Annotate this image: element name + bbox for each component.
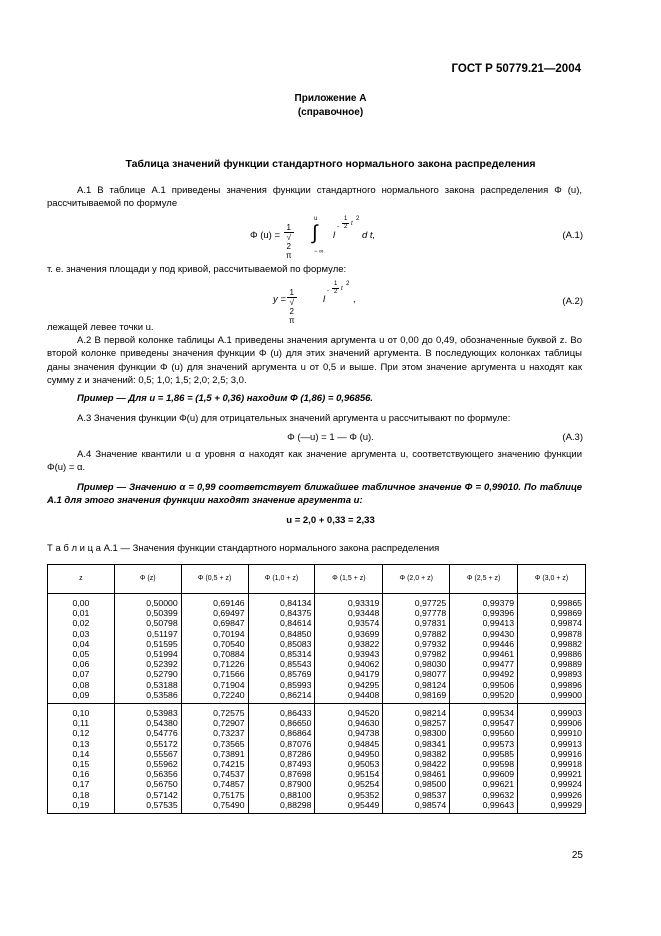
phi-value-cell: 0,87286 [248,749,315,759]
table-row [48,800,586,814]
eq2-lhs: y = [273,294,286,305]
phi-value-cell: 0,75490 [181,800,248,814]
phi-value-cell: 0,85083 [248,639,315,649]
table-row [48,749,586,759]
z-value-cell: 0,12 [48,728,115,738]
phi-value-cell: 0,99413 [450,618,518,628]
phi-value-cell: 0,54776 [114,728,181,738]
phi-value-cell: 0,99534 [450,704,518,719]
phi-value-cell: 0,85314 [248,649,315,659]
phi-value-cell: 0,97882 [383,629,450,639]
phi-value-cell: 0,99878 [518,629,586,639]
paragraph-a4: А.4 Значение квантили u α уровня α находят как значение аргумента u, соответствующего значению функции Φ(u) = α. [47,449,582,474]
eq1-lower-limit: − ∞ [314,249,324,255]
z-value-cell: 0,02 [48,618,115,628]
eq1-fraction: $\frac{1}{√ 2 \pi}$ [286,223,292,260]
phi-value-cell: 0,53188 [114,680,181,690]
phi-value-cell: 0,69146 [181,594,248,609]
phi-value-cell: 0,99492 [450,669,518,679]
z-value-cell: 0,04 [48,639,115,649]
table-row [48,659,586,669]
phi-value-cell: 0,93699 [315,629,383,639]
phi-value-cell: 0,95254 [315,779,383,789]
document-code: ГОСТ Р 50779.21—2004 [451,63,581,75]
table-row [48,728,586,738]
phi-value-cell: 0,99924 [518,779,586,789]
equation-result: u = 2,0 + 0,33 = 2,33 [286,515,375,526]
z-value-cell: 0,10 [48,704,115,719]
table-row [48,629,586,639]
table-row [48,704,586,719]
phi-value-cell: 0,99869 [518,608,586,618]
phi-value-cell: 0,97778 [383,608,450,618]
phi-value-cell: 0,71904 [181,680,248,690]
z-value-cell: 0,19 [48,800,115,814]
phi-value-cell: 0,52790 [114,669,181,679]
phi-value-cell: 0,86864 [248,728,315,738]
phi-value-cell: 0,75175 [181,790,248,800]
phi-value-cell: 0,97725 [383,594,450,609]
phi-value-cell: 0,99929 [518,800,586,814]
table-caption: Т а б л и ц а А.1 — Значения функции стандартного нормального закона распределения [47,543,440,554]
appendix-title: Приложение А [294,93,367,104]
eq2-exp-fraction: $\frac{1}{2}$ [334,281,338,295]
phi-value-cell: 0,72240 [181,690,248,704]
eq1-exp-minus: - [337,224,339,230]
eq2-fraction: $\frac{1}{√ 2 \pi}$ [289,288,295,325]
z-value-cell: 0,00 [48,594,115,609]
phi-value-cell: 0,94950 [315,749,383,759]
phi-value-cell: 0,95449 [315,800,383,814]
phi-value-cell: 0,72907 [181,718,248,728]
phi-value-cell: 0,57142 [114,790,181,800]
z-value-cell: 0,15 [48,759,115,769]
phi-value-cell: 0,99918 [518,759,586,769]
phi-value-cell: 0,95154 [315,769,383,779]
table-body [48,594,586,814]
phi-value-cell: 0,87900 [248,779,315,789]
phi-value-cell: 0,85993 [248,680,315,690]
phi-value-cell: 0,52392 [114,659,181,669]
z-value-cell: 0,01 [48,608,115,618]
eq2-exp-base: l [323,294,326,305]
phi-value-cell: 0,88298 [248,800,315,814]
z-value-cell: 0,06 [48,659,115,669]
phi-value-cell: 0,94062 [315,659,383,669]
phi-value-cell: 0,73565 [181,739,248,749]
equation-a3-label: (A.3) [562,432,583,443]
phi-value-cell: 0,86214 [248,690,315,704]
table-row [48,769,586,779]
phi-value-cell: 0,84614 [248,618,315,628]
phi-value-cell: 0,99896 [518,680,586,690]
phi-value-cell: 0,53586 [114,690,181,704]
phi-value-cell: 0,97932 [383,639,450,649]
eq1-exp-pow: 2 [356,216,360,222]
phi-value-cell: 0,99379 [450,594,518,609]
eq1-exp-base: l [333,230,336,241]
phi-value-cell: 0,99446 [450,639,518,649]
phi-value-cell: 0,98574 [383,800,450,814]
phi-value-cell: 0,99889 [518,659,586,669]
integral-sign: ∫ [312,222,318,244]
phi-value-cell: 0,99609 [450,769,518,779]
phi-value-cell: 0,99643 [450,800,518,814]
phi-value-cell: 0,99621 [450,779,518,789]
phi-value-cell: 0,73237 [181,728,248,738]
eq2-exp-minus: - [327,288,329,294]
z-value-cell: 0,03 [48,629,115,639]
table-row [48,718,586,728]
phi-value-cell: 0,99906 [518,718,586,728]
phi-value-cell: 0,69847 [181,618,248,628]
phi-value-cell: 0,93319 [315,594,383,609]
phi-value-cell: 0,70884 [181,649,248,659]
paragraph-a2: А.2 В первой колонке таблицы А.1 приведены значения аргумента u от 0,00 до 0,49, обозначенные буквой z. Во второй колонке приведены значения функции Φ (u) для этих значений аргумента. В последующих колонках таблицы даны значения функции Φ (u) для значений аргумента u от 0,5 и выше. При этом значение аргумента u находят как сумму z и значений: 0,5; 1,0; 1,5; 2,0; 2,5; 3,0. [47,335,582,386]
z-value-cell: 0,05 [48,649,115,659]
phi-value-cell: 0,98030 [383,659,450,669]
phi-value-cell: 0,93574 [315,618,383,628]
z-value-cell: 0,09 [48,690,115,704]
phi-value-cell: 0,98382 [383,749,450,759]
z-value-cell: 0,17 [48,779,115,789]
phi-value-cell: 0,55567 [114,749,181,759]
phi-value-cell: 0,94408 [315,690,383,704]
eq2-exp-pow: 2 [346,281,350,287]
phi-value-cell: 0,73891 [181,749,248,759]
phi-value-cell: 0,99430 [450,629,518,639]
phi-value-cell: 0,94520 [315,704,383,719]
phi-value-cell: 0,50000 [114,594,181,609]
section-title: Таблица значений функции стандартного нормального закона распределения [125,158,536,170]
phi-value-cell: 0,93822 [315,639,383,649]
phi-value-cell: 0,87493 [248,759,315,769]
phi-value-cell: 0,98124 [383,680,450,690]
table-row [48,649,586,659]
phi-value-cell: 0,86650 [248,718,315,728]
phi-value-cell: 0,98077 [383,669,450,679]
phi-value-cell: 0,87076 [248,739,315,749]
phi-value-cell: 0,57535 [114,800,181,814]
phi-value-cell: 0,87698 [248,769,315,779]
phi-value-cell: 0,98300 [383,728,450,738]
phi-value-cell: 0,70194 [181,629,248,639]
phi-value-cell: 0,85769 [248,669,315,679]
paragraph-a3: А.3 Значения функции Φ(u) для отрицательных значений аргумента u рассчитывают по формуле: [77,413,511,424]
phi-value-cell: 0,54380 [114,718,181,728]
phi-value-cell: 0,99506 [450,680,518,690]
column-header: z [48,565,115,594]
column-header: Φ (1,0 + z) [248,565,315,594]
phi-value-cell: 0,99903 [518,704,586,719]
column-header: Φ (3,0 + z) [518,565,586,594]
phi-value-cell: 0,93943 [315,649,383,659]
phi-value-cell: 0,97831 [383,618,450,628]
phi-value-cell: 0,99882 [518,639,586,649]
table-row [48,608,586,618]
phi-value-cell: 0,50798 [114,618,181,628]
column-header: Φ (1,5 + z) [315,565,383,594]
phi-value-cell: 0,94630 [315,718,383,728]
phi-value-cell: 0,99632 [450,790,518,800]
z-value-cell: 0,13 [48,739,115,749]
phi-value-cell: 0,94295 [315,680,383,690]
phi-value-cell: 0,99396 [450,608,518,618]
z-value-cell: 0,11 [48,718,115,728]
appendix-subtitle: (справочное) [297,107,364,118]
phi-value-cell: 0,99573 [450,739,518,749]
phi-value-cell: 0,99560 [450,728,518,738]
phi-value-cell: 0,99910 [518,728,586,738]
phi-value-cell: 0,99585 [450,749,518,759]
equation-a3: Φ (—u) = 1 — Φ (u). [287,432,374,443]
phi-value-cell: 0,84375 [248,608,315,618]
phi-value-cell: 0,98537 [383,790,450,800]
table-row [48,594,586,609]
paragraph-left: лежащей левее точки u. [47,322,154,333]
phi-value-cell: 0,99477 [450,659,518,669]
table-row [48,759,586,769]
phi-value-cell: 0,88100 [248,790,315,800]
page-number: 25 [571,850,583,861]
table-row [48,618,586,628]
column-header: Φ (z) [114,565,181,594]
normal-distribution-table [47,564,586,814]
phi-value-cell: 0,85543 [248,659,315,669]
phi-value-cell: 0,99598 [450,759,518,769]
eq2-exp-var: t [341,286,343,292]
phi-value-cell: 0,99874 [518,618,586,628]
phi-value-cell: 0,99886 [518,649,586,659]
eq1-upper-limit: u [314,216,318,222]
phi-value-cell: 0,86433 [248,704,315,719]
phi-value-cell: 0,99913 [518,739,586,749]
phi-value-cell: 0,84134 [248,594,315,609]
eq1-exp-var: t [351,221,353,227]
paragraph-a1: А.1 В таблице А.1 приведены значения функции стандартного нормального закона распределения Φ (u), рассчитываемой по формуле [47,185,582,210]
eq1-exp-fraction: $\frac{1}{2}$ [344,216,348,230]
phi-value-cell: 0,97982 [383,649,450,659]
phi-value-cell: 0,51994 [114,649,181,659]
eq2-tail: , [353,294,356,305]
example-2: Пример — Значению α = 0,99 соответствует ближайшее табличное значение Φ = 0,99010. По таблице А.1 для этого значения функции находят значение аргумента u: [47,482,582,507]
phi-value-cell: 0,99520 [450,690,518,704]
phi-value-cell: 0,51197 [114,629,181,639]
phi-value-cell: 0,74537 [181,769,248,779]
equation-a2-label: (A.2) [562,296,583,307]
phi-value-cell: 0,50399 [114,608,181,618]
phi-value-cell: 0,99916 [518,749,586,759]
column-header: Φ (2,0 + z) [383,565,450,594]
phi-value-cell: 0,55172 [114,739,181,749]
table-row [48,639,586,649]
z-value-cell: 0,14 [48,749,115,759]
table-row [48,680,586,690]
phi-value-cell: 0,72575 [181,704,248,719]
phi-value-cell: 0,94845 [315,739,383,749]
phi-value-cell: 0,74215 [181,759,248,769]
phi-value-cell: 0,95053 [315,759,383,769]
eq1-lhs: Φ (u) = [250,230,281,241]
phi-value-cell: 0,94179 [315,669,383,679]
phi-value-cell: 0,98461 [383,769,450,779]
table-row [48,790,586,800]
phi-value-cell: 0,53983 [114,704,181,719]
z-value-cell: 0,07 [48,669,115,679]
table-header-row [48,565,586,594]
paragraph-area: т. е. значения площади у под кривой, рассчитываемой по формуле: [47,264,347,275]
phi-value-cell: 0,98169 [383,690,450,704]
equation-a1-label: (A.1) [562,230,583,241]
phi-value-cell: 0,55962 [114,759,181,769]
phi-value-cell: 0,98214 [383,704,450,719]
z-value-cell: 0,18 [48,790,115,800]
table-row [48,779,586,789]
table-row [48,739,586,749]
column-header: Φ (0,5 + z) [181,565,248,594]
example-1: Пример — Для u = 1,86 = (1,5 + 0,36) находим Φ (1,86) = 0,96856. [77,393,374,404]
z-value-cell: 0,08 [48,680,115,690]
phi-value-cell: 0,84850 [248,629,315,639]
phi-value-cell: 0,93448 [315,608,383,618]
phi-value-cell: 0,56356 [114,769,181,779]
eq1-tail: d t, [362,230,376,241]
phi-value-cell: 0,71566 [181,669,248,679]
phi-value-cell: 0,70540 [181,639,248,649]
phi-value-cell: 0,99865 [518,594,586,609]
phi-value-cell: 0,74857 [181,779,248,789]
phi-value-cell: 0,95352 [315,790,383,800]
phi-value-cell: 0,99900 [518,690,586,704]
phi-value-cell: 0,99926 [518,790,586,800]
phi-value-cell: 0,98257 [383,718,450,728]
phi-value-cell: 0,98422 [383,759,450,769]
phi-value-cell: 0,98341 [383,739,450,749]
phi-value-cell: 0,51595 [114,639,181,649]
table-row [48,669,586,679]
phi-value-cell: 0,94738 [315,728,383,738]
phi-value-cell: 0,99461 [450,649,518,659]
z-value-cell: 0,16 [48,769,115,779]
phi-value-cell: 0,99921 [518,769,586,779]
phi-value-cell: 0,99547 [450,718,518,728]
column-header: Φ (2,5 + z) [450,565,518,594]
phi-value-cell: 0,98500 [383,779,450,789]
phi-value-cell: 0,56750 [114,779,181,789]
phi-value-cell: 0,69497 [181,608,248,618]
table-row [48,690,586,704]
phi-value-cell: 0,99893 [518,669,586,679]
phi-value-cell: 0,71226 [181,659,248,669]
